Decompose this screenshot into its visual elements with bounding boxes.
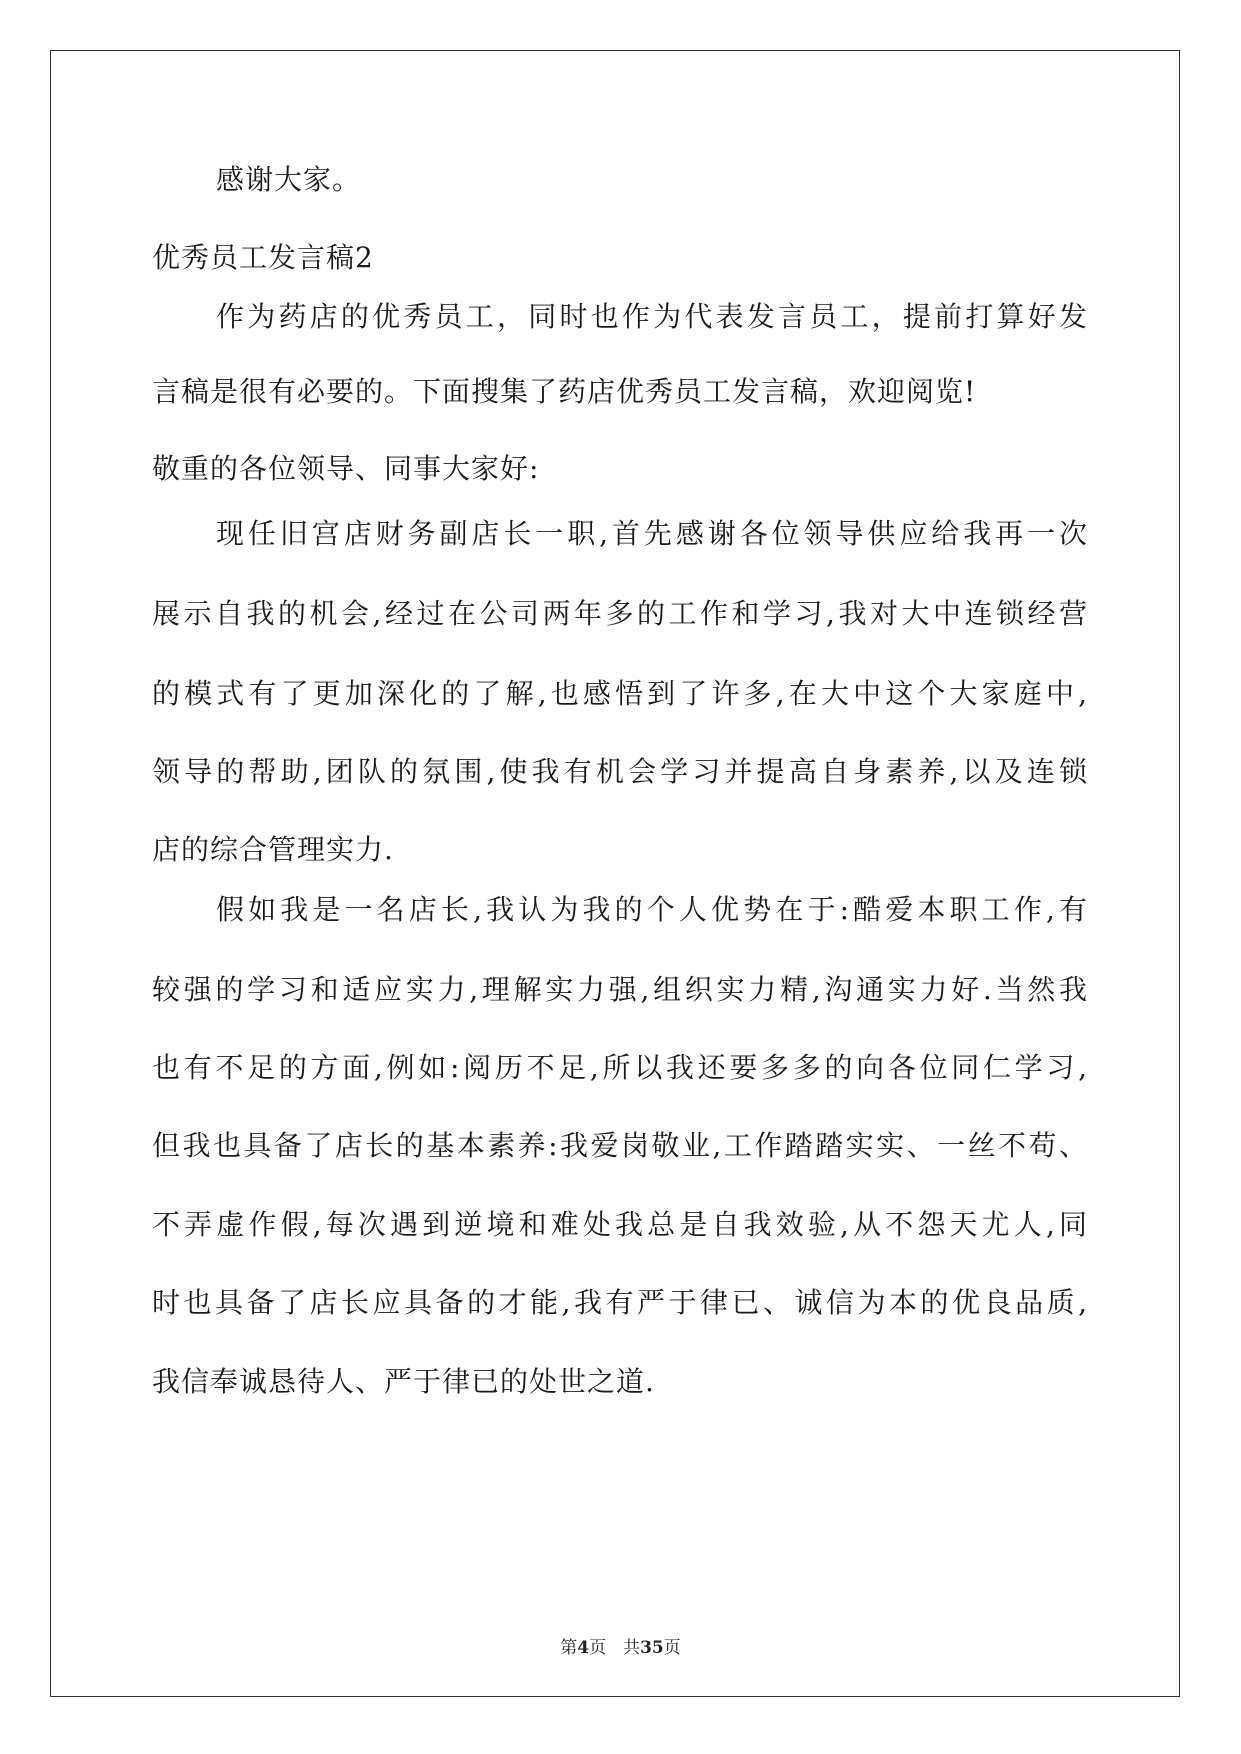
footer-suffix: 页 [663,1638,681,1658]
paragraph-line: 较强的学习和适应实力,理解实力强,组织实力精,沟通实力好.当然我 [152,973,1088,1006]
paragraph-line: 我信奉诚恳待人、严于律已的处世之道. [152,1365,655,1398]
paragraph-line: 作为药店的优秀员工，同时也作为代表发言员工，提前打算好发 [216,300,1088,333]
current-page-number: 4 [577,1638,590,1658]
paragraph-line: 领导的帮助,团队的氛围,使我有机会学习并提高自身素养,以及连锁 [152,755,1088,788]
paragraph-line: 不弄虚作假,每次遇到逆境和难处我总是自我效验,从不怨天尤人,同 [152,1208,1088,1241]
paragraph-line: 现任旧宫店财务副店长一职,首先感谢各位领导供应给我再一次 [216,517,1088,550]
paragraph-line: 言稿是很有必要的。下面搜集了药店优秀员工发言稿，欢迎阅览! [152,375,977,408]
footer-prefix: 第 [560,1638,578,1658]
paragraph-line: 但我也具备了店长的基本素养:我爱岗敬业,工作踏踏实实、一丝不苟、 [152,1129,1088,1162]
paragraph-line: 假如我是一名店长,我认为我的个人优势在于:酷爱本职工作,有 [216,893,1088,926]
paragraph-line: 也有不足的方面,例如:阅历不足,所以我还要多多的向各位同仁学习, [152,1051,1088,1084]
paragraph-line: 感谢大家。 [216,163,362,196]
paragraph-line: 店的综合管理实力. [152,833,394,866]
section-heading: 优秀员工发言稿2 [152,241,374,274]
page-footer [0,1633,1241,1658]
paragraph-line: 时也具备了店长应具备的才能,我有严于律已、诚信为本的优良品质, [152,1286,1088,1319]
paragraph-line: 展示自我的机会,经过在公司两年多的工作和学习,我对大中连锁经营 [152,597,1088,630]
salutation: 敬重的各位领导、同事大家好: [152,452,540,485]
footer-mid: 页 共 [589,1638,641,1658]
total-page-count: 35 [640,1638,664,1658]
paragraph-line: 的模式有了更加深化的了解,也感悟到了许多,在大中这个大家庭中, [152,677,1088,710]
